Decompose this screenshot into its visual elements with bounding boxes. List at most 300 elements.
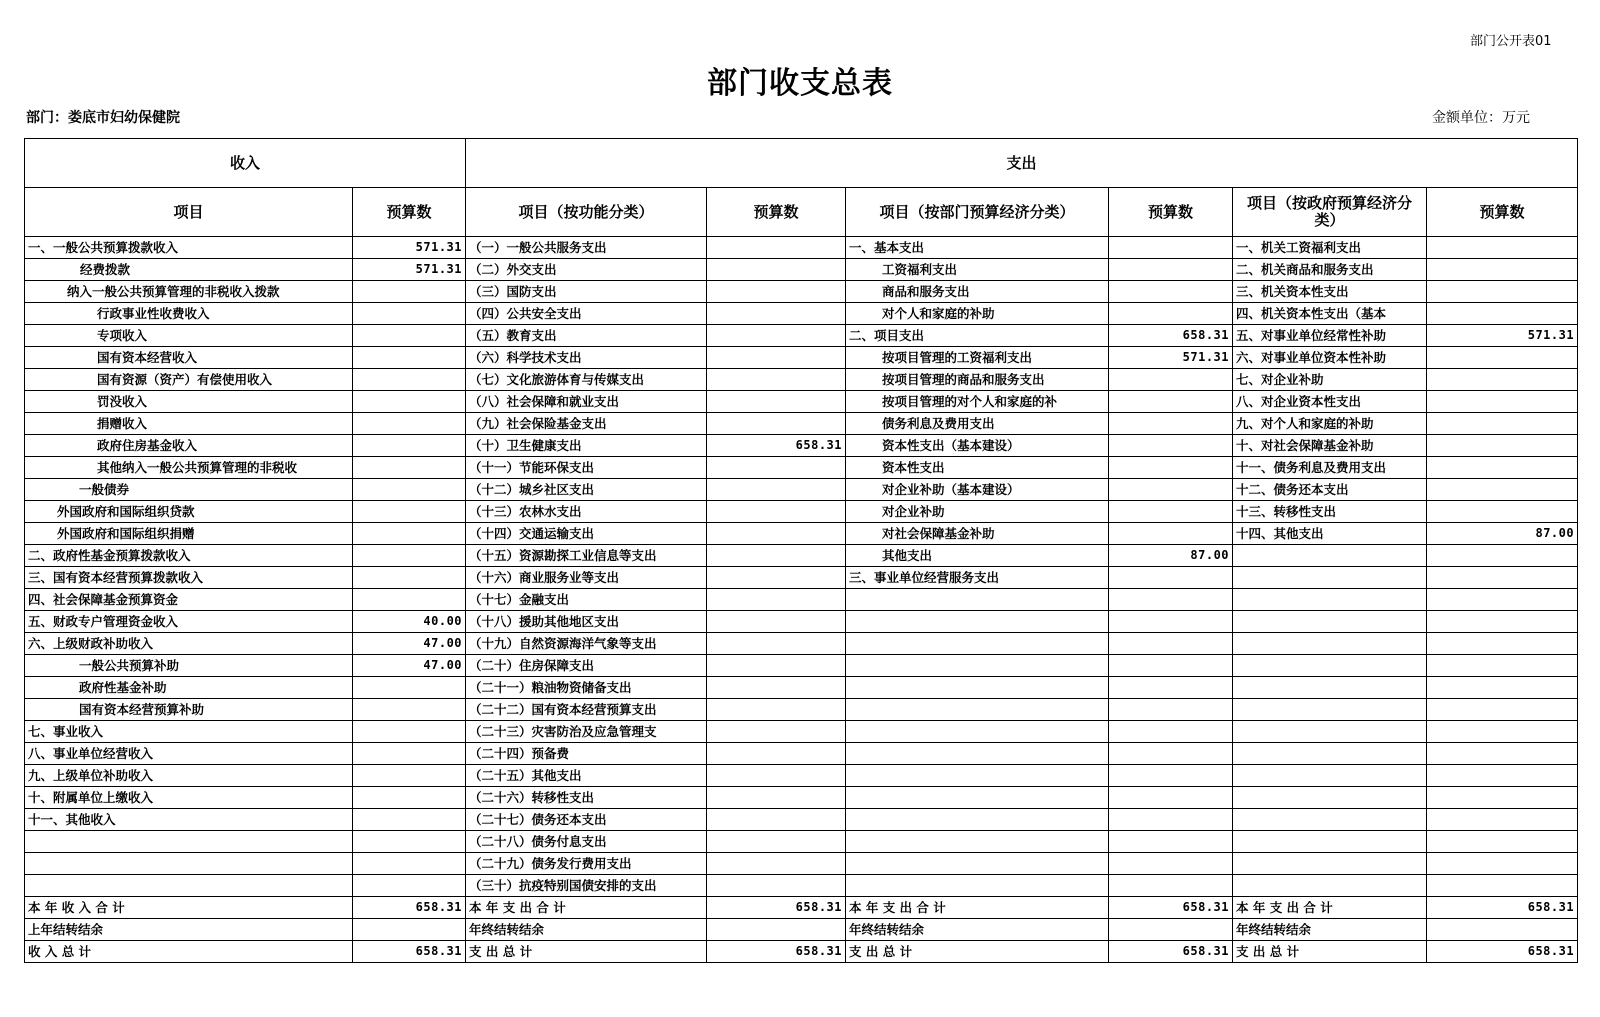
func-budget-cell (707, 391, 846, 413)
func-item-cell: （二十七）债务还本支出 (466, 809, 707, 831)
func-budget-cell (707, 831, 846, 853)
func-budget-cell: 658.31 (707, 897, 846, 919)
table-row (25, 831, 1578, 853)
func-budget-cell (707, 809, 846, 831)
dept-econ-item-cell: 三、事业单位经营服务支出 (846, 567, 1109, 589)
income-budget-cell (353, 523, 466, 545)
table-row (25, 787, 1578, 809)
table-row (25, 655, 1578, 677)
gov-econ-item-cell: 七、对企业补助 (1233, 369, 1427, 391)
table-row (25, 413, 1578, 435)
income-budget-cell (353, 281, 466, 303)
gov-econ-item-cell: 一、机关工资福利支出 (1233, 237, 1427, 259)
gov-econ-budget-cell (1427, 853, 1578, 875)
income-budget-cell (353, 919, 466, 941)
income-budget-cell (353, 853, 466, 875)
func-item-cell: （八）社会保障和就业支出 (466, 391, 707, 413)
gov-econ-item-cell: 十、对社会保障基金补助 (1233, 435, 1427, 457)
table-row (25, 259, 1578, 281)
dept-econ-item-cell: 年终结转结余 (846, 919, 1109, 941)
income-budget-cell: 40.00 (353, 611, 466, 633)
gov-econ-budget-cell (1427, 479, 1578, 501)
income-item-cell: 六、上级财政补助收入 (25, 633, 353, 655)
table-row (25, 699, 1578, 721)
gov-econ-budget-cell (1427, 347, 1578, 369)
func-item-cell: （十一）节能环保支出 (466, 457, 707, 479)
gov-econ-item-cell (1233, 765, 1427, 787)
gov-econ-budget-cell: 658.31 (1427, 897, 1578, 919)
income-item-cell: 二、政府性基金预算拨款收入 (25, 545, 353, 567)
dept-econ-item-cell: 资本性支出 (846, 457, 1109, 479)
dept-econ-item-cell: 对社会保障基金补助 (846, 523, 1109, 545)
gov-econ-item-cell: 十三、转移性支出 (1233, 501, 1427, 523)
table-row (25, 611, 1578, 633)
table-row (25, 281, 1578, 303)
func-budget-header: 预算数 (707, 188, 846, 237)
gov-econ-item-cell (1233, 721, 1427, 743)
func-item-cell: （十二）城乡社区支出 (466, 479, 707, 501)
gov-econ-budget-cell: 658.31 (1427, 941, 1578, 963)
income-budget-cell (353, 413, 466, 435)
gov-econ-item-cell (1233, 655, 1427, 677)
income-item-cell: 收 入 总 计 (25, 941, 353, 963)
header-row-columns (25, 188, 1578, 237)
dept-econ-budget-cell (1109, 831, 1233, 853)
func-item-cell: （七）文化旅游体育与传媒支出 (466, 369, 707, 391)
income-budget-cell (353, 303, 466, 325)
dept-econ-item-cell (846, 875, 1109, 897)
income-item-cell: 国有资源（资产）有偿使用收入 (25, 369, 353, 391)
gov-econ-item-cell: 支 出 总 计 (1233, 941, 1427, 963)
table-row (25, 721, 1578, 743)
income-item-cell: 十一、其他收入 (25, 809, 353, 831)
func-item-cell: （九）社会保险基金支出 (466, 413, 707, 435)
table-row (25, 941, 1578, 963)
table-row (25, 633, 1578, 655)
income-budget-cell (353, 831, 466, 853)
func-item-cell: （十五）资源勘探工业信息等支出 (466, 545, 707, 567)
dept-econ-item-cell (846, 787, 1109, 809)
table-row (25, 677, 1578, 699)
gov-econ-budget-cell (1427, 743, 1578, 765)
dept-econ-budget-cell (1109, 919, 1233, 941)
gov-econ-budget-cell (1427, 633, 1578, 655)
func-budget-cell (707, 853, 846, 875)
gov-econ-budget-cell (1427, 501, 1578, 523)
func-budget-cell (707, 325, 846, 347)
table-row (25, 809, 1578, 831)
func-budget-cell (707, 413, 846, 435)
income-item-cell: 捐赠收入 (25, 413, 353, 435)
budget-summary-table (24, 138, 1578, 963)
income-item-cell: 七、事业收入 (25, 721, 353, 743)
income-item-cell: 本 年 收 入 合 计 (25, 897, 353, 919)
gov-econ-item-cell: 年终结转结余 (1233, 919, 1427, 941)
income-budget-cell (353, 479, 466, 501)
dept-econ-item-cell: 对个人和家庭的补助 (846, 303, 1109, 325)
dept-econ-item-cell: 对企业补助 (846, 501, 1109, 523)
func-item-cell: （二十八）债务付息支出 (466, 831, 707, 853)
gov-econ-item-cell (1233, 589, 1427, 611)
func-item-cell: （十六）商业服务业等支出 (466, 567, 707, 589)
dept-econ-budget-cell (1109, 391, 1233, 413)
gov-econ-item-cell: 六、对事业单位资本性补助 (1233, 347, 1427, 369)
func-item-cell: （一）一般公共服务支出 (466, 237, 707, 259)
table-row (25, 567, 1578, 589)
dept-econ-item-cell (846, 721, 1109, 743)
gov-econ-item-cell (1233, 831, 1427, 853)
func-budget-cell (707, 479, 846, 501)
func-budget-cell: 658.31 (707, 435, 846, 457)
func-budget-cell (707, 523, 846, 545)
dept-econ-item-cell: 资本性支出（基本建设） (846, 435, 1109, 457)
gov-econ-item-cell (1233, 809, 1427, 831)
func-budget-cell (707, 303, 846, 325)
income-item-cell: 三、国有资本经营预算拨款收入 (25, 567, 353, 589)
income-item-cell: 政府性基金补助 (25, 677, 353, 699)
gov-econ-item-cell: 八、对企业资本性支出 (1233, 391, 1427, 413)
dept-econ-item-cell (846, 765, 1109, 787)
gov-econ-budget-cell (1427, 787, 1578, 809)
dept-econ-item-cell: 按项目管理的工资福利支出 (846, 347, 1109, 369)
dept-econ-budget-cell: 658.31 (1109, 325, 1233, 347)
dept-econ-item-cell: 工资福利支出 (846, 259, 1109, 281)
income-budget-cell (353, 875, 466, 897)
dept-econ-item-cell (846, 633, 1109, 655)
income-item-cell: 一、一般公共预算拨款收入 (25, 237, 353, 259)
page-title: 部门收支总表 (707, 66, 893, 101)
gov-econ-item-header: 项目（按政府预算经济分类） (1233, 188, 1427, 237)
func-item-cell: 本 年 支 出 合 计 (466, 897, 707, 919)
gov-econ-budget-cell (1427, 699, 1578, 721)
gov-econ-item-cell: 十一、债务利息及费用支出 (1233, 457, 1427, 479)
func-item-cell: （二十一）粮油物资储备支出 (466, 677, 707, 699)
gov-econ-item-cell (1233, 875, 1427, 897)
amount-unit-label: 金额单位：万元 (1432, 110, 1530, 126)
gov-econ-item-cell (1233, 633, 1427, 655)
dept-econ-budget-header: 预算数 (1109, 188, 1233, 237)
income-budget-cell (353, 809, 466, 831)
gov-econ-budget-cell (1427, 655, 1578, 677)
dept-econ-item-cell (846, 655, 1109, 677)
func-item-cell: （五）教育支出 (466, 325, 707, 347)
income-budget-cell (353, 369, 466, 391)
dept-econ-budget-cell (1109, 787, 1233, 809)
dept-econ-budget-cell (1109, 655, 1233, 677)
income-budget-cell (353, 435, 466, 457)
func-item-cell: （四）公共安全支出 (466, 303, 707, 325)
income-item-cell: 外国政府和国际组织捐赠 (25, 523, 353, 545)
gov-econ-item-cell: 四、机关资本性支出（基本 (1233, 303, 1427, 325)
func-budget-cell (707, 369, 846, 391)
gov-econ-budget-header: 预算数 (1427, 188, 1578, 237)
gov-econ-budget-cell (1427, 875, 1578, 897)
dept-econ-budget-cell (1109, 501, 1233, 523)
dept-econ-item-cell: 一、基本支出 (846, 237, 1109, 259)
gov-econ-item-cell (1233, 611, 1427, 633)
func-item-cell: （二）外交支出 (466, 259, 707, 281)
func-item-cell: （二十五）其他支出 (466, 765, 707, 787)
gov-econ-item-cell (1233, 677, 1427, 699)
income-item-cell: 五、财政专户管理资金收入 (25, 611, 353, 633)
income-budget-cell: 571.31 (353, 237, 466, 259)
func-item-cell: （二十九）债务发行费用支出 (466, 853, 707, 875)
table-row (25, 391, 1578, 413)
gov-econ-item-cell: 十二、债务还本支出 (1233, 479, 1427, 501)
func-item-cell: （二十六）转移性支出 (466, 787, 707, 809)
dept-econ-budget-cell: 658.31 (1109, 897, 1233, 919)
table-row (25, 743, 1578, 765)
gov-econ-budget-cell (1427, 721, 1578, 743)
gov-econ-item-cell (1233, 567, 1427, 589)
gov-econ-budget-cell (1427, 369, 1578, 391)
dept-econ-budget-cell (1109, 435, 1233, 457)
dept-econ-item-cell (846, 589, 1109, 611)
gov-econ-item-cell (1233, 545, 1427, 567)
gov-econ-item-cell: 十四、其他支出 (1233, 523, 1427, 545)
dept-econ-item-cell: 商品和服务支出 (846, 281, 1109, 303)
income-item-cell (25, 853, 353, 875)
func-budget-cell (707, 633, 846, 655)
dept-econ-item-cell (846, 677, 1109, 699)
dept-econ-item-cell: 按项目管理的商品和服务支出 (846, 369, 1109, 391)
gov-econ-budget-cell (1427, 545, 1578, 567)
header-row-top (25, 139, 1578, 188)
table-row (25, 919, 1578, 941)
dept-econ-budget-cell (1109, 369, 1233, 391)
income-budget-cell: 47.00 (353, 655, 466, 677)
gov-econ-item-cell: 五、对事业单位经常性补助 (1233, 325, 1427, 347)
gov-econ-item-cell: 二、机关商品和服务支出 (1233, 259, 1427, 281)
dept-econ-budget-cell (1109, 237, 1233, 259)
income-item-cell: 国有资本经营预算补助 (25, 699, 353, 721)
func-item-cell: （二十二）国有资本经营预算支出 (466, 699, 707, 721)
dept-econ-item-cell: 按项目管理的对个人和家庭的补 (846, 391, 1109, 413)
func-item-cell: （二十四）预备费 (466, 743, 707, 765)
func-item-cell: （二十三）灾害防治及应急管理支 (466, 721, 707, 743)
income-budget-cell (353, 501, 466, 523)
income-budget-cell (353, 677, 466, 699)
func-budget-cell: 658.31 (707, 941, 846, 963)
gov-econ-item-cell: 三、机关资本性支出 (1233, 281, 1427, 303)
table-row (25, 347, 1578, 369)
gov-econ-budget-cell (1427, 457, 1578, 479)
gov-econ-budget-cell (1427, 435, 1578, 457)
func-budget-cell (707, 589, 846, 611)
income-item-cell: 行政事业性收费收入 (25, 303, 353, 325)
dept-econ-budget-cell: 571.31 (1109, 347, 1233, 369)
func-budget-cell (707, 743, 846, 765)
income-budget-cell (353, 391, 466, 413)
income-item-cell: 国有资本经营收入 (25, 347, 353, 369)
func-item-cell: （三十）抗疫特别国债安排的支出 (466, 875, 707, 897)
gov-econ-budget-cell (1427, 303, 1578, 325)
gov-econ-budget-cell (1427, 677, 1578, 699)
func-budget-cell (707, 237, 846, 259)
dept-econ-budget-cell: 658.31 (1109, 941, 1233, 963)
income-budget-cell: 658.31 (353, 897, 466, 919)
func-budget-cell (707, 875, 846, 897)
dept-econ-item-cell (846, 809, 1109, 831)
dept-econ-item-cell: 支 出 总 计 (846, 941, 1109, 963)
func-budget-cell (707, 721, 846, 743)
dept-econ-budget-cell (1109, 413, 1233, 435)
dept-econ-budget-cell (1109, 567, 1233, 589)
table-row (25, 435, 1578, 457)
func-item-cell: （十八）援助其他地区支出 (466, 611, 707, 633)
income-budget-cell (353, 325, 466, 347)
func-item-cell: （六）科学技术支出 (466, 347, 707, 369)
income-budget-cell: 571.31 (353, 259, 466, 281)
income-budget-cell (353, 567, 466, 589)
func-budget-cell (707, 787, 846, 809)
income-budget-header: 预算数 (353, 188, 466, 237)
dept-econ-item-header: 项目（按部门预算经济分类） (846, 188, 1109, 237)
table-row (25, 369, 1578, 391)
income-budget-cell (353, 347, 466, 369)
income-item-header: 项目 (25, 188, 353, 237)
income-budget-cell (353, 457, 466, 479)
gov-econ-budget-cell (1427, 765, 1578, 787)
income-item-cell: 八、事业单位经营收入 (25, 743, 353, 765)
func-item-cell: （十）卫生健康支出 (466, 435, 707, 457)
income-budget-cell (353, 787, 466, 809)
gov-econ-item-cell (1233, 699, 1427, 721)
gov-econ-budget-cell: 87.00 (1427, 523, 1578, 545)
income-item-cell: 经费拨款 (25, 259, 353, 281)
gov-econ-budget-cell: 571.31 (1427, 325, 1578, 347)
dept-econ-budget-cell (1109, 281, 1233, 303)
dept-econ-item-cell (846, 743, 1109, 765)
income-item-cell: 九、上级单位补助收入 (25, 765, 353, 787)
dept-econ-budget-cell (1109, 611, 1233, 633)
func-item-cell: 年终结转结余 (466, 919, 707, 941)
dept-econ-budget-cell (1109, 743, 1233, 765)
dept-econ-budget-cell (1109, 721, 1233, 743)
gov-econ-budget-cell (1427, 919, 1578, 941)
income-item-cell (25, 875, 353, 897)
func-item-cell: （三）国防支出 (466, 281, 707, 303)
gov-econ-budget-cell (1427, 589, 1578, 611)
income-item-cell (25, 831, 353, 853)
gov-econ-item-cell: 本 年 支 出 合 计 (1233, 897, 1427, 919)
table-row (25, 545, 1578, 567)
dept-econ-item-cell (846, 853, 1109, 875)
func-budget-cell (707, 677, 846, 699)
func-item-header: 项目（按功能分类） (466, 188, 707, 237)
func-budget-cell (707, 567, 846, 589)
func-item-cell: （十四）交通运输支出 (466, 523, 707, 545)
income-header: 收入 (25, 139, 466, 188)
table-row (25, 303, 1578, 325)
income-item-cell: 十、附属单位上缴收入 (25, 787, 353, 809)
table-row (25, 501, 1578, 523)
gov-econ-budget-cell (1427, 809, 1578, 831)
income-budget-cell (353, 589, 466, 611)
gov-econ-item-cell (1233, 743, 1427, 765)
gov-econ-budget-cell (1427, 391, 1578, 413)
dept-econ-item-cell: 对企业补助（基本建设） (846, 479, 1109, 501)
form-number: 部门公开表01 (1470, 34, 1552, 49)
dept-econ-budget-cell (1109, 259, 1233, 281)
gov-econ-item-cell (1233, 853, 1427, 875)
income-item-cell: 专项收入 (25, 325, 353, 347)
dept-econ-budget-cell (1109, 809, 1233, 831)
income-item-cell: 纳入一般公共预算管理的非税收入拨款 (25, 281, 353, 303)
table-row (25, 325, 1578, 347)
func-budget-cell (707, 457, 846, 479)
dept-econ-item-cell: 二、项目支出 (846, 325, 1109, 347)
income-budget-cell: 47.00 (353, 633, 466, 655)
table-row (25, 457, 1578, 479)
table-row (25, 853, 1578, 875)
dept-econ-budget-cell: 87.00 (1109, 545, 1233, 567)
dept-econ-item-cell (846, 699, 1109, 721)
func-item-cell: 支 出 总 计 (466, 941, 707, 963)
func-budget-cell (707, 611, 846, 633)
income-budget-cell (353, 721, 466, 743)
func-item-cell: （十九）自然资源海洋气象等支出 (466, 633, 707, 655)
gov-econ-item-cell: 九、对个人和家庭的补助 (1233, 413, 1427, 435)
table-row (25, 237, 1578, 259)
income-budget-cell (353, 765, 466, 787)
income-item-cell: 四、社会保障基金预算资金 (25, 589, 353, 611)
gov-econ-budget-cell (1427, 237, 1578, 259)
table-row (25, 479, 1578, 501)
dept-econ-budget-cell (1109, 633, 1233, 655)
func-item-cell: （十三）农林水支出 (466, 501, 707, 523)
dept-econ-item-cell: 其他支出 (846, 545, 1109, 567)
func-budget-cell (707, 699, 846, 721)
dept-econ-item-cell: 债务利息及费用支出 (846, 413, 1109, 435)
income-item-cell: 外国政府和国际组织贷款 (25, 501, 353, 523)
dept-econ-budget-cell (1109, 765, 1233, 787)
gov-econ-budget-cell (1427, 831, 1578, 853)
table-row (25, 875, 1578, 897)
gov-econ-budget-cell (1427, 259, 1578, 281)
dept-econ-budget-cell (1109, 523, 1233, 545)
income-item-cell: 一般债券 (25, 479, 353, 501)
func-budget-cell (707, 765, 846, 787)
func-budget-cell (707, 501, 846, 523)
dept-econ-item-cell (846, 611, 1109, 633)
income-item-cell: 其他纳入一般公共预算管理的非税收 (25, 457, 353, 479)
table-row (25, 589, 1578, 611)
dept-econ-item-cell: 本 年 支 出 合 计 (846, 897, 1109, 919)
department-label: 部门：娄底市妇幼保健院 (26, 110, 180, 126)
dept-econ-budget-cell (1109, 875, 1233, 897)
func-budget-cell (707, 545, 846, 567)
func-budget-cell (707, 919, 846, 941)
func-budget-cell (707, 259, 846, 281)
gov-econ-budget-cell (1427, 413, 1578, 435)
dept-econ-budget-cell (1109, 853, 1233, 875)
func-budget-cell (707, 347, 846, 369)
expense-header: 支出 (466, 139, 1578, 188)
income-item-cell: 罚没收入 (25, 391, 353, 413)
dept-econ-budget-cell (1109, 479, 1233, 501)
gov-econ-budget-cell (1427, 281, 1578, 303)
gov-econ-budget-cell (1427, 567, 1578, 589)
income-item-cell: 一般公共预算补助 (25, 655, 353, 677)
income-budget-cell (353, 545, 466, 567)
income-budget-cell (353, 699, 466, 721)
dept-econ-budget-cell (1109, 677, 1233, 699)
func-item-cell: （二十）住房保障支出 (466, 655, 707, 677)
table-row (25, 897, 1578, 919)
dept-econ-budget-cell (1109, 303, 1233, 325)
gov-econ-item-cell (1233, 787, 1427, 809)
